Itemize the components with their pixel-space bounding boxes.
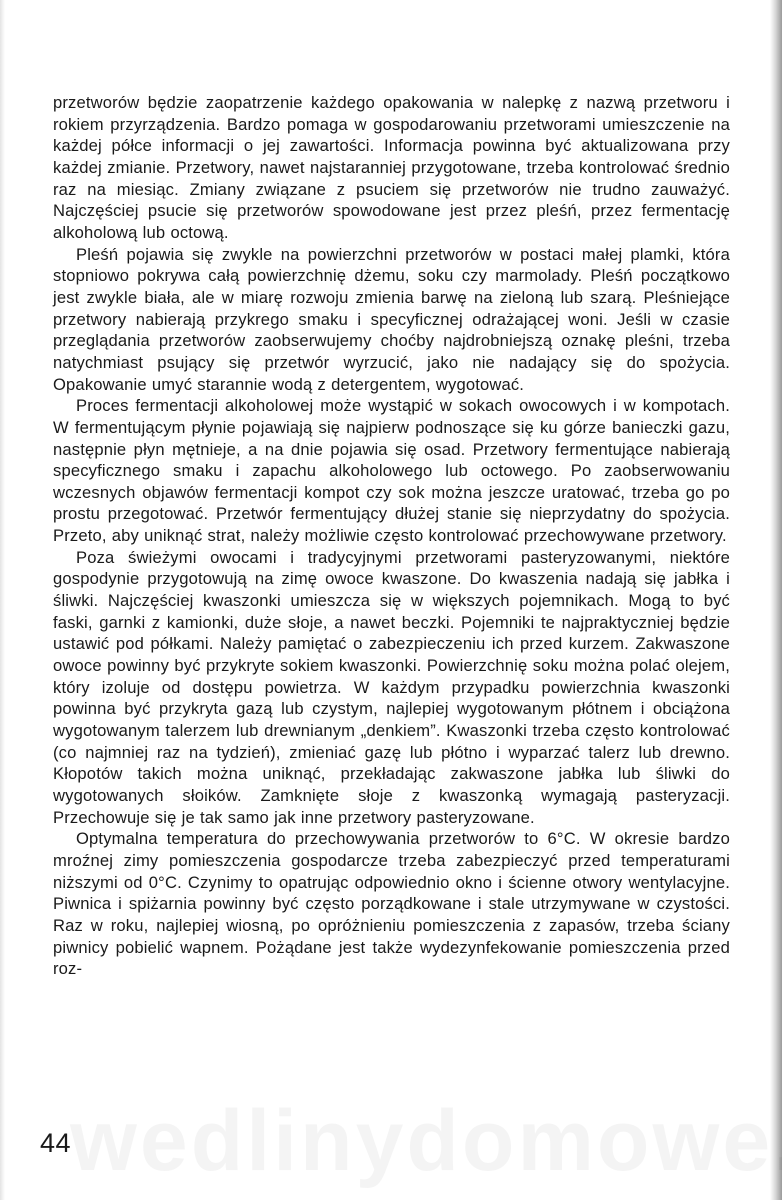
paragraph-3: Proces fermentacji alkoholowej może wystąpić w sokach owocowych i w kompotach. W fermentującym płynie pojawiają się najpierw podnoszące się ku górze banieczki gazu, następnie płyn mętnieje, a na dnie pojawia się osad. Przetwory fermentujące nabierają specyficznego smaku i zapachu alkoholowego lub octowego. Po zaobserwowaniu wczesnych objawów fermentacji kompot czy sok można jeszcze uratować, trzeba go po prostu przegotować. Przetwór fermentujący dłużej stanie się nieprzydatny do spożycia. Przeto, aby uniknąć strat, należy możliwie często kontrolować przechowywane przetwory. (53, 396, 730, 546)
page-left-edge-shadow (0, 0, 5, 1200)
paragraph-1: przetworów będzie zaopatrzenie każdego opakowania w nalepkę z nazwą przetworu i rokiem przyrządzenia. Bardzo pomaga w gospodarowaniu przetworami umieszczenie na każdej półce informacji o jej zawartości. Informacja powinna być aktualizowana przy każdej zmianie. Przetwory, nawet najstaranniej przygotowane, trzeba kontrolować średnio raz na miesiąc. Zmiany związane z psuciem się przetworów nie trudno zauważyć. Najczęściej psucie się przetworów spowodowane jest przez pleśń, przez fermentację alkoholową lub octową. (53, 93, 730, 242)
paragraph-4: Poza świeżymi owocami i tradycyjnymi przetworami pasteryzowanymi, niektóre gospodynie przygotowują na zimę owoce kwaszone. Do kwaszenia nadają się jabłka i śliwki. Najczęściej kwaszonki umieszcza się w większych pojemnikach. Mogą to być faski, garnki z kamionki, duże słoje, a nawet beczki. Pojemniki te najpraktyczniej będzie ustawić pod półkami. Należy pamiętać o zabezpieczeniu ich przed kurzem. Zakwaszone owoce powinny być przykryte sokiem kwaszonki. Powierzchnię soku można polać olejem, który izoluje od dostępu powietrza. W każdym przypadku powierzchnia kwaszonki powinna być przykryta gazą lub czystym, najlepiej wygotowanym płótnem i obciążona wygotowanym talerzem lub drewnianym „denkiem”. Kwaszonki trzeba często kontrolować (co najmniej raz na tydzień), zmieniać gazę lub płótno i wyparzać talerz lub drewno. Kłopotów takich można uniknąć, przekładając zakwaszone jabłka lub śliwki do wygotowanych słoików. Zamknięte słoje z kwaszonką wymagają pasteryzacji. Przechowuje się je tak samo jak inne przetwory pasteryzowane. (53, 547, 730, 827)
watermark (70, 1092, 720, 1191)
body-text (53, 92, 730, 980)
page-number: 44 (40, 1128, 72, 1158)
paragraph-5: Optymalna temperatura do przechowywania przetworów to 6°C. W okresie bardzo mroźnej zimy pomieszczenia gospodarcze trzeba zabezpieczyć przed temperaturami niższymi od 0°C. Czynimy to opatrując odpowiednio okno i ścienne otwory wentylacyjne. Piwnica i spiżarnia powinny być często porządkowane i stale utrzymywane w czystości. Raz w roku, najlepiej wiosną, po opróżnieniu pomieszczenia z zapasów, trzeba ściany piwnicy pobielić wapnem. Pożądane jest także wydezynfekowanie pomieszczenia przed roz- (53, 829, 730, 979)
paragraph-2: Pleśń pojawia się zwykle na powierzchni przetworów w postaci małej plamki, która stopniowo pokrywa całą powierzchnię dżemu, soku czy marmolady. Pleśń początkowo jest zwykle biała, ale w miarę rozwoju zmienia barwę na zieloną lub szarą. Pleśniejące przetwory nabierają przykrego smaku i specyficznej odrażającej woni. Jeśli w czasie przeglądania przetworów zaobserwujemy choćby najdrobniejszą oznakę pleśni, trzeba natychmiast psujący się przetwór wyrzucić, jako nie nadający się do spożycia. Opakowanie umyć starannie wodą z detergentem, wygotować. (53, 244, 730, 394)
page-right-edge-shadow (770, 0, 782, 1200)
